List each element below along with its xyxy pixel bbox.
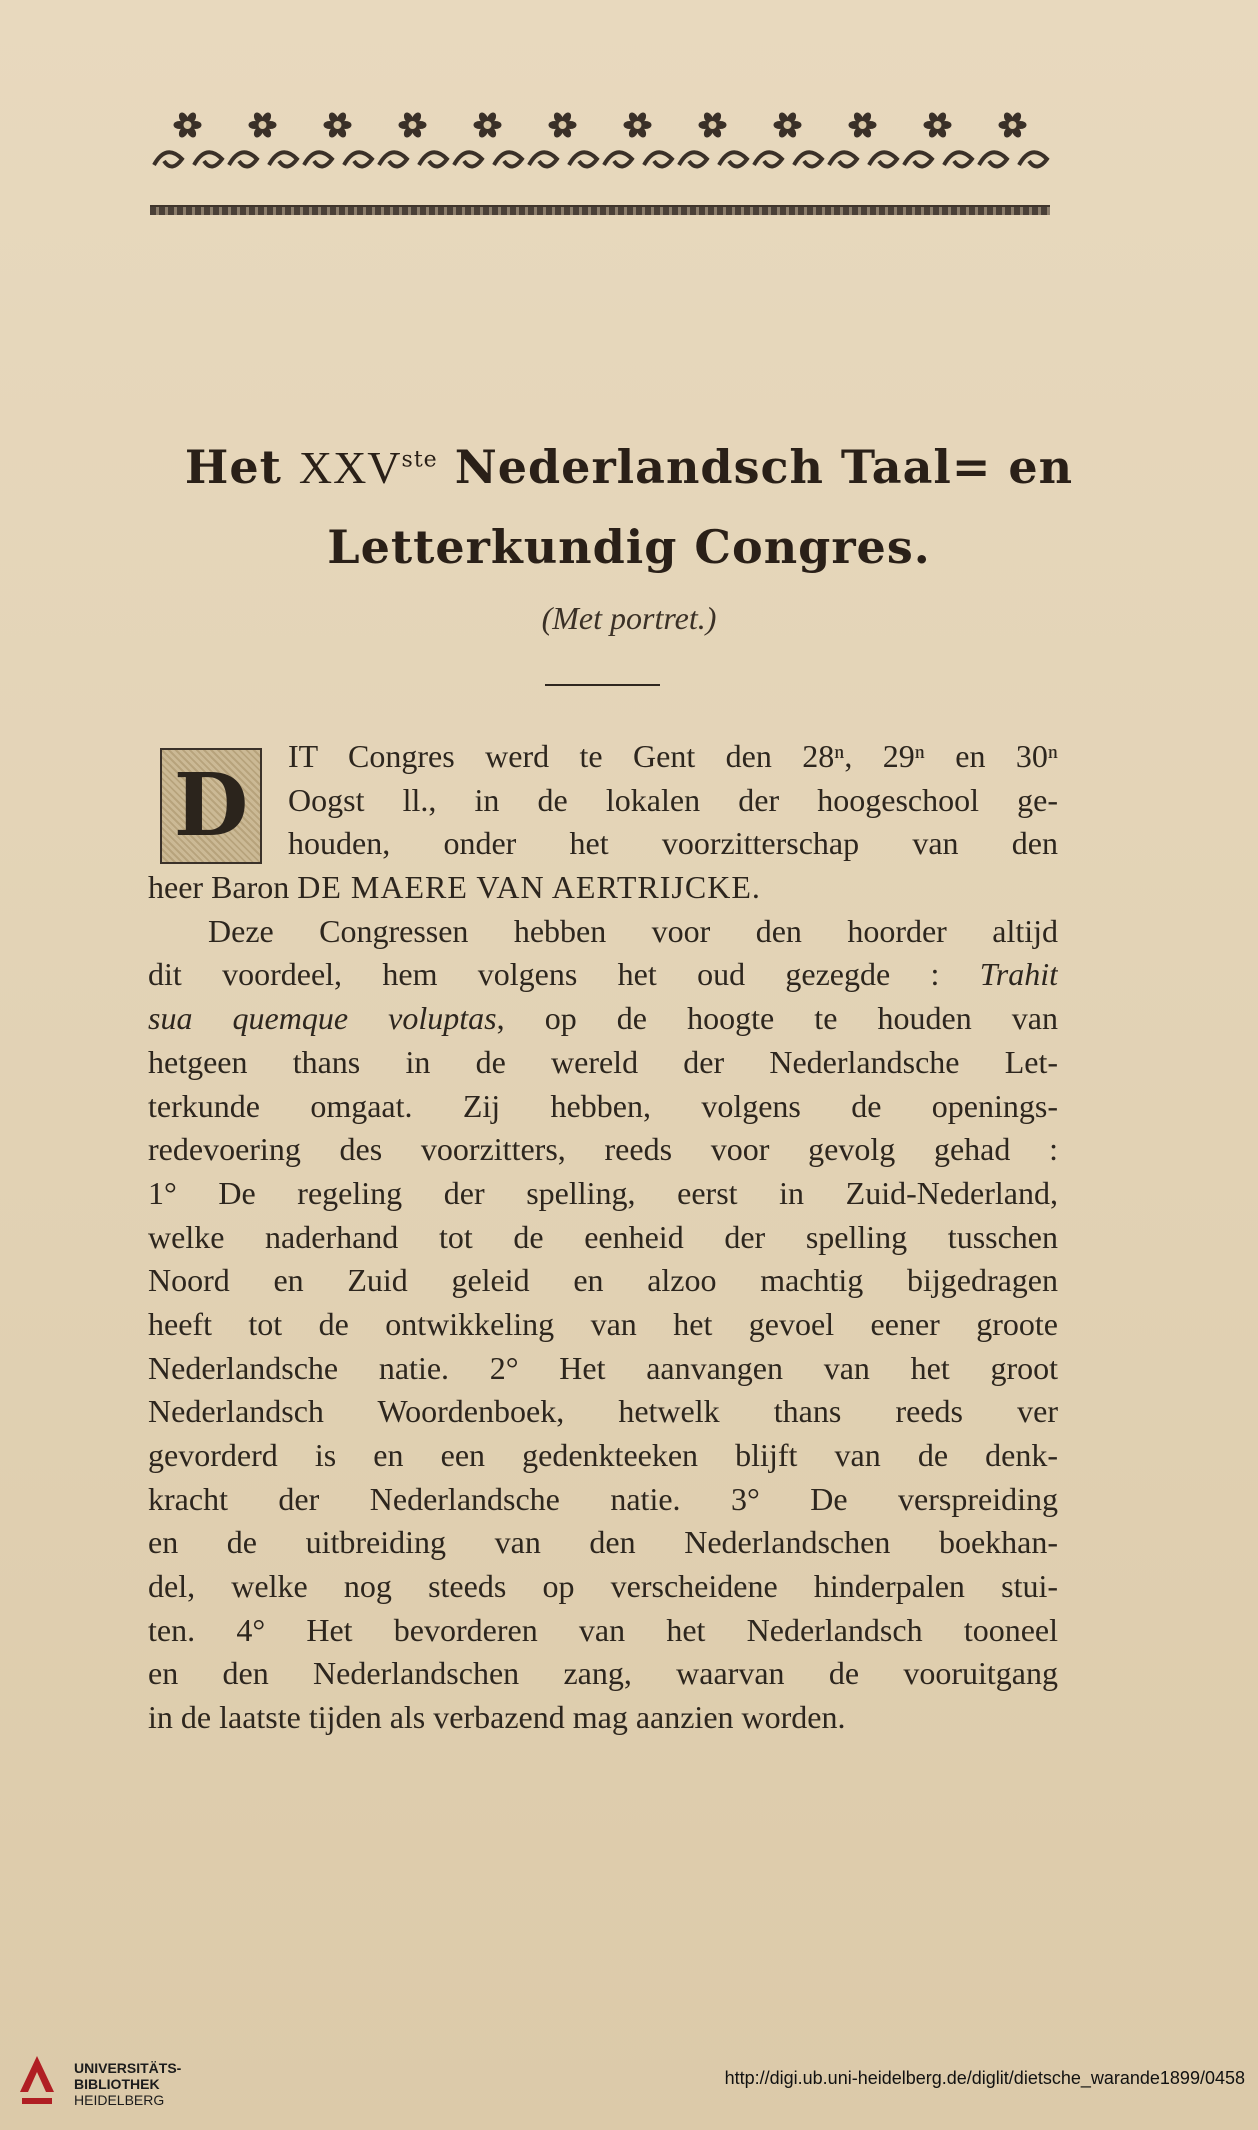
text-line [148,1041,1058,1085]
text-line [148,1652,1058,1696]
ornamental-header-band [150,105,1050,185]
text-line [148,1085,1058,1129]
text-line [148,910,1058,954]
header-rule [150,205,1050,215]
library-line-1: UNIVERSITÄTS- [74,2060,182,2076]
article-body [148,735,1058,1740]
text-segment: redevoering des voorzitters, reeds voor gevolg gehad : [148,1131,1058,1168]
text-segment: heeft tot de ontwikkeling van het gevoel eener groote [148,1305,1058,1342]
drop-cap-letter: D [173,755,249,856]
text-line [148,1521,1058,1565]
text-line [148,997,1058,1041]
text-segment: , op de hoogte te houden van [496,1000,1058,1037]
ornament-motif [229,111,297,167]
ornament-motif [829,111,897,167]
text-line [148,1303,1058,1347]
text-segment: kracht der Nederlandsche natie. 3° De verspreiding [148,1480,1058,1517]
text-line [148,1216,1058,1260]
text-segment: Nederlandsch Woordenboek, hetwelk thans reeds ver [148,1393,1058,1430]
library-line-3: HEIDELBERG [74,2092,165,2108]
text-segment: in de laatste tijden als verbazend mag aanzien worden. [148,1699,846,1736]
ornament-motif [679,111,747,167]
text-segment: en de uitbreiding van den Nederlandschen boekhan- [148,1524,1058,1561]
text-segment: hetgeen thans in de wereld der Nederlandsche Let- [148,1043,1058,1080]
ornament-motif [754,111,822,167]
text-segment: . [751,869,760,906]
ornament-motif [304,111,372,167]
text-segment: welke naderhand tot de eenheid der spelling tusschen [148,1218,1058,1255]
text-line [148,1434,1058,1478]
text-line [148,1128,1058,1172]
ornament-motif [604,111,672,167]
text-line [148,1696,1058,1740]
text-segment: ten. 4° Het bevorderen van het Nederlandsch tooneel [148,1611,1058,1648]
ornament-motif [154,111,222,167]
text-segment: DE MAERE VAN AERTRIJCKE [297,869,752,906]
ornament-motif [454,111,522,167]
text-segment: dit voordeel, hem volgens het oud gezegde : [148,956,980,993]
text-segment: Nederlandsche natie. 2° Het aanvangen van het groot [148,1349,1058,1386]
text-segment: Noord en Zuid geleid en alzoo machtig bijgedragen [148,1262,1058,1299]
text-line [148,1478,1058,1522]
ornament-motif [529,111,597,167]
article-title-line-2: Letterkundig Congres. [327,520,931,574]
library-line-2: BIBLIOTHEK [74,2076,160,2092]
title-prefix: Het [184,440,282,494]
title-roman-numeral: XXV [298,442,402,493]
ornament-motif [979,111,1047,167]
article-subtitle: (Met portret.) [541,600,717,636]
text-segment: gevorderd is en een gedenkteeken blijft van de denk- [148,1437,1058,1473]
text-segment: sua quemque voluptas [148,1000,497,1037]
article-title-line-1 [0,440,1258,494]
ornament-motif [379,111,447,167]
library-logo-icon [12,2052,62,2112]
text-line [148,735,1058,779]
library-name [74,2060,181,2108]
text-line [148,1347,1058,1391]
text-line [148,822,1058,866]
text-line [148,953,1058,997]
text-segment: del, welke nog steeds op verscheidene hinderpalen stui- [148,1568,1058,1605]
text-line [148,1259,1058,1303]
text-line [148,1172,1058,1216]
text-segment: Oogst ll., in de lokalen der hoogeschool ge- [288,781,1058,818]
text-segment: terkunde omgaat. Zij hebben, volgens de openings- [148,1087,1058,1124]
title-superscript: ste [401,447,438,473]
text-segment: Trahit [979,956,1058,993]
text-line [148,1390,1058,1434]
ornament-motif [904,111,972,167]
text-line [148,866,1058,910]
title-suffix: Nederlandsch Taal= en [454,440,1074,494]
text-segment: heer Baron [148,869,298,906]
text-segment: IT Congres werd te Gent den 28ⁿ, 29ⁿ en 30ⁿ [288,738,1058,774]
text-line [148,779,1058,823]
text-segment: 1° De regeling der spelling, eerst in Zuid-Nederland, [148,1174,1058,1211]
source-url[interactable]: http://digi.ub.uni-heidelberg.de/diglit/dietsche_warande1899/0458 [724,2068,1245,2088]
title-divider [545,684,660,686]
text-line [148,1565,1058,1609]
text-segment: Deze Congressen hebben voor den hoorder altijd [208,912,1058,949]
text-segment: en den Nederlandschen zang, waarvan de vooruitgang [148,1655,1058,1692]
text-line [148,1609,1058,1653]
text-segment: houden, onder het voorzitterschap van den [288,825,1058,862]
